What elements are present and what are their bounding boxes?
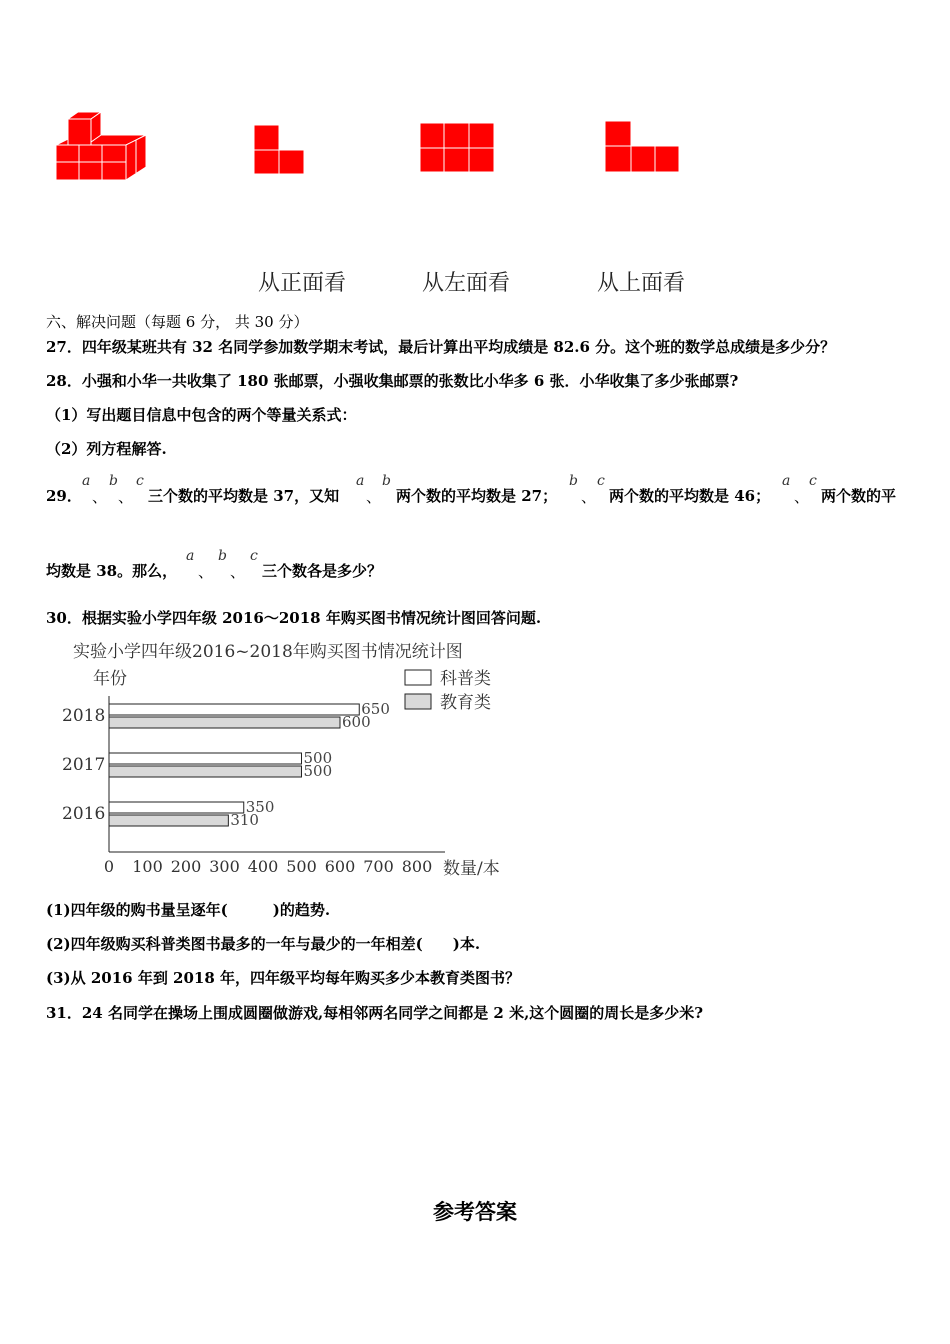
bar-value-2018-教育类: 600 [342,713,371,731]
q29-number: 29． [46,487,82,505]
q29-var-c-2: c [597,473,605,489]
q29-text-6: 三个数各是多少？ [262,562,383,580]
q29-text-2: 两个数的平均数是 27； [396,487,558,505]
top-view-shape [604,120,680,174]
question-28-part-1: （1）写出题目信息中包含的两个等量关系式： [46,406,357,424]
q29-var-b-1: b [109,473,118,489]
q29-var-a-4: a [186,548,195,564]
bar-value-2018-科普类: 650 [361,700,390,718]
legend-label-科普类: 科普类 [440,669,491,689]
q29-var-a-3: a [782,473,791,489]
legend-label-教育类: 教育类 [440,693,491,713]
q29-var-a-2: a [356,473,365,489]
chart-y-axis-label: 年份 [93,669,127,689]
bar-2017-科普类 [109,753,302,764]
bar-2016-教育类 [109,815,228,826]
bar-value-2016-教育类: 310 [230,811,259,829]
category-label-2017: 2017 [62,755,106,775]
x-tick-800: 800 [401,857,433,876]
top-view-caption: 从上面看 [597,271,686,296]
front-view-shape [253,124,305,176]
q29-sep-3: 、 [366,488,382,506]
question-30-part-1: (1)四年级的购书量呈逐年( )的趋势. [46,901,331,919]
q29-var-c-3: c [809,473,817,489]
x-tick-100: 100 [132,857,163,876]
q29-text-4: 两个数的平 [821,487,897,505]
x-tick-200: 200 [170,857,202,876]
blocks-figure [50,105,152,187]
q29-sep-5: 、 [794,488,810,506]
q29-var-c-1: c [136,473,144,489]
q29-sep-1: 、 [92,488,108,506]
book-purchase-chart [55,636,515,886]
bar-value-2017-教育类: 500 [303,762,333,780]
bar-2016-科普类 [109,802,244,813]
bar-2017-教育类 [109,766,302,777]
answer-title: 参考答案 [433,1200,517,1224]
x-tick-400: 400 [247,857,279,876]
category-label-2018: 2018 [62,706,106,726]
x-tick-500: 500 [286,857,317,876]
legend-swatch-科普类 [405,670,431,685]
q29-text-1: 三个数的平均数是 37，又知 [148,487,340,505]
legend-swatch-教育类 [405,694,431,709]
left-view-shape [419,122,495,174]
q29-sep-7: 、 [230,563,246,581]
q29-sep-6: 、 [198,563,214,581]
bar-2018-科普类 [109,704,359,715]
x-tick-0: 0 [103,857,115,876]
x-tick-700: 700 [363,857,394,876]
chart-x-axis-label: 数量/本 [443,859,500,879]
section-header: 六、解决问题（每题 6 分， 共 30 分） [46,313,309,331]
q29-text-5: 均数是 38。那么， [46,562,178,580]
category-label-2016: 2016 [62,804,106,824]
bar-value-2017-科普类: 500 [303,749,333,767]
chart-title: 实验小学四年级2016~2018年购买图书情况统计图 [73,642,463,662]
q29-var-b-2: b [382,473,391,489]
bar-value-2016-科普类: 350 [245,798,275,816]
question-30-stem: 30．根据实验小学四年级 2016～2018 年购买图书情况统计图回答问题. [46,609,542,627]
question-28-stem: 28．小强和小华一共收集了 180 张邮票，小强收集邮票的张数比小华多 6 张．小华收集了多少张邮票? [46,372,739,390]
x-tick-600: 600 [324,857,356,876]
question-30-part-2: (2)四年级购买科普类图书最多的一年与最少的一年相差( )本. [46,935,481,953]
x-tick-300: 300 [209,857,240,876]
front-view-caption: 从正面看 [258,271,347,296]
q29-var-b-4: b [218,548,227,564]
left-view-caption: 从左面看 [422,271,511,296]
q29-sep-2: 、 [118,488,134,506]
question-30-part-3: (3)从 2016 年到 2018 年，四年级平均每年购买多少本教育类图书？ [46,969,521,987]
q29-sep-4: 、 [581,488,597,506]
q29-var-c-4: c [250,548,258,564]
question-31: 31．24 名同学在操场上围成圆圈做游戏,每相邻两名同学之间都是 2 米,这个圆圈的周长是多少米? [46,1004,704,1022]
q29-var-b-3: b [569,473,578,489]
question-27: 27．四年级某班共有 32 名同学参加数学期末考试，最后计算出平均成绩是 82.6 分。这个班的数学总成绩是多少分？ [46,338,836,356]
bar-2018-教育类 [109,717,340,728]
q29-var-a-1: a [82,473,91,489]
question-28-part-2: （2）列方程解答. [46,440,167,458]
q29-text-3: 两个数的平均数是 46； [609,487,771,505]
